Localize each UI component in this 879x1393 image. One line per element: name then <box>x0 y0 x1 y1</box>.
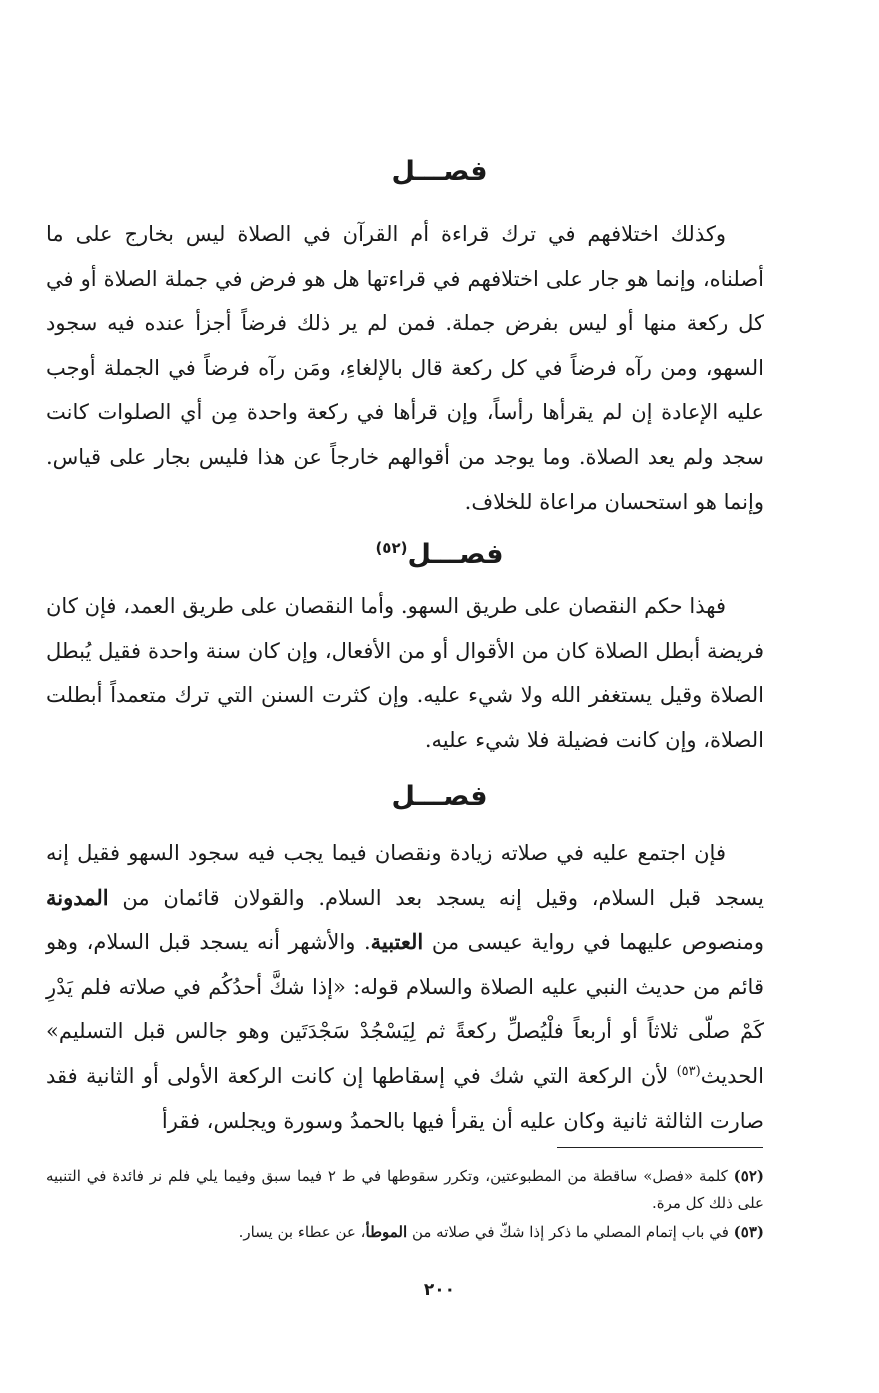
footnote-text: في باب إتمام المصلي ما ذكر إذا شكّ في صلاته من <box>407 1223 734 1241</box>
heading-text: فصـــل <box>407 539 504 570</box>
text-run: لأن الركعة التي شك في إسقاطها إن كانت الركعة الأولى أو الثانية فقد صارت الثالثة ثانية وكان عليه أن يقرأ فيها بالحمدُ وسورة ويجلس، فقرأ <box>46 1063 764 1133</box>
text-run: . والأشهر أنه يسجد قبل السلام، وهو قائم من حديث النبي عليه الصلاة والسلام قوله: «إذا شكَّ أحدُكُم في صلاته فلم يَدْرِ كَمْ صلّى ثلاثاً أو أربعاً فلْيُصلِّ ركعةً ثم لِيَسْجُدْ سَجْدَتَين وهو جالس قبل التسليم» الحديث <box>46 930 764 1088</box>
footnote-divider <box>557 1147 763 1148</box>
footnote-number: (٥٢) <box>733 1167 764 1185</box>
text-run: فإن اجتمع عليه في صلاته زيادة ونقصان فيما يجب فيه سجود السهو فقيل إنه يسجد قبل السلام، وقيل إنه يسجد بعد السلام. والقولان قائمان من <box>46 841 764 910</box>
footnote-ref-52: (٥٢) <box>375 539 408 557</box>
footnotes <box>46 1163 764 1248</box>
section-heading-1 <box>0 152 879 192</box>
paragraph-2 <box>46 584 764 762</box>
footnote-52 <box>46 1163 764 1217</box>
section-heading-3 <box>0 777 879 817</box>
book-title-utbiyya: العتبية <box>370 929 424 955</box>
footnote-53 <box>46 1219 764 1246</box>
page-number: ٢٠٠ <box>423 1280 456 1300</box>
paragraph-text: فهذا حكم النقصان على طريق السهو. وأما النقصان على طريق العمد، فإن كان فريضة أبطل الصلاة كان من الأقوال أو من الأفعال، وإن كان سنة واحدة فقيل يُبطل الصلاة وقيل يستغفر الله ولا شيء عليه. وإن كثرت السنن التي ترك متعمداً أبطلت الصلاة، وإن كانت فضيلة فلا شيء عليه. <box>46 594 764 752</box>
paragraph-text <box>46 831 764 1143</box>
text-run: ومنصوص عليهما في رواية عيسى من <box>423 930 764 955</box>
heading-text: فصـــل <box>391 781 488 812</box>
section-heading-2 <box>0 528 879 575</box>
footnote-text: ، عن عطاء بن يسار. <box>238 1223 366 1241</box>
footnote-ref-53: (٥٣) <box>676 1063 701 1079</box>
book-title-mudawwana: المدونة <box>46 884 109 910</box>
footnote-text: كلمة «فصل» ساقطة من المطبوعتين، وتكرر سقوطها في ط ٢ فيما سبق وفيما يلي فلم نر فائدة في التنبيه على ذلك كل مرة. <box>46 1167 764 1212</box>
footnote-number: (٥٣) <box>733 1223 764 1241</box>
heading-text: فصـــل <box>391 156 488 187</box>
paragraph-1 <box>46 212 764 524</box>
paragraph-3 <box>46 831 764 1143</box>
paragraph-text: وكذلك اختلافهم في ترك قراءة أم القرآن في الصلاة ليس بخارج على ما أصلناه، وإنما هو جار على اختلافهم في قراءتها هل هو فرض في جملة الصلاة أو في كل ركعة منها أو ليس بفرض جملة. فمن لم ير ذلك فرضاً أجزأ عنده فيه سجود السهو، ومن رآه فرضاً في كل ركعة قال بالإلغاءِ، ومَن رآه فرضاً في الجملة أوجب عليه الإعادة إن لم يقرأها رأساً، وإن قرأها في ركعة واحدة مِن أي الصلوات كانت سجد ولم يعد الصلاة. وما يوجد من أقوالهم خارجاً عن هذا فليس بجار على قياس. وإنما هو استحسان مراعاة للخلاف. <box>46 222 764 514</box>
book-title-muwatta: الموطأ <box>365 1223 408 1241</box>
